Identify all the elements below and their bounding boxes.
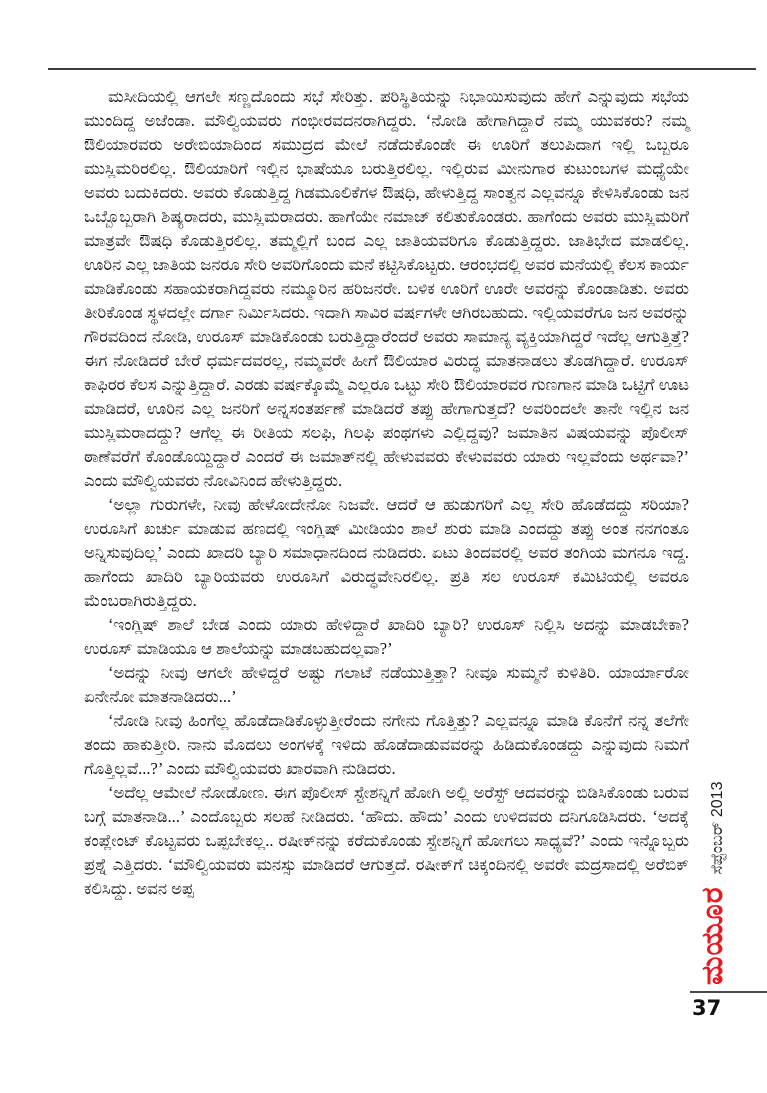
paragraph: ‘ಇಂಗ್ಲಿಷ್ ಶಾಲೆ ಬೇಡ ಎಂದು ಯಾರು ಹೇಳಿದ್ದಾರೆ ಖಾದಿರಿ ಬ್ಯಾರಿ? ಉರೂಸ್ ನಿಲ್ಲಿಸಿ ಅದನ್ನು ಮಾಡಬೇಕಾ? ಉರೂಸ್ ಮಾಡಿಯೂ ಆ ಶಾಲೆಯನ್ನು ಮಾಡಬಹುದಲ್ಲವಾ?’ [84,615,689,658]
paragraph: ‘ಅದೆಲ್ಲ ಆಮೇಲೆ ನೋಡೋಣ. ಈಗ ಪೊಲೀಸ್ ಸ್ಟೇಶನ್ನಿಗೆ ಹೋಗಿ ಅಲ್ಲಿ ಅರೆಸ್ಟ್ ಆದವರನ್ನು ಬಿಡಿಸಿಕೊಂಡು ಬರುವ ಬಗ್ಗೆ ಮಾತನಾಡಿ...’ ಎಂದೊಬ್ಬರು ಸಲಹೆ ನೀಡಿದರು. ‘ಹೌದು. ಹೌದು’ ಎಂದು ಉಳಿದವರು ದನಿಗೂಡಿಸಿದರು. ‘ಅದಕ್ಕೆ ಕಂಪ್ಲೇಂಟ್ ಕೊಟ್ಟವರು ಒಪ್ಪಬೇಕಲ್ಲ.. ರಷೀಕ್‌ನನ್ನು ಕರೆದುಕೊಂಡು ಸ್ಟೇಶನ್ನಿಗೆ ಹೋಗಲು ಸಾಧ್ಯವೆ?’ ಎಂದು ಇನ್ನೊಬ್ಬರು ಪ್ರಶ್ನೆ ಎತ್ತಿದರು. ‘ಮೌಲ್ವಿಯವರು ಮನಸ್ಸು ಮಾಡಿದರೆ ಆಗುತ್ತದೆ. ರಷೀಕ್‌ಗೆ ಚಿಕ್ಕಂದಿನಲ್ಲಿ ಅವರೇ ಮದ್ರಸಾದಲ್ಲಿ ಅರೆಬಿಕ್ ಕಲಿಸಿದ್ದು. ಅವನ ಅಪ್ಪ [84,783,689,898]
page-number: 37 [692,996,722,1020]
article-body [84,85,689,901]
paragraph: ‘ನೋಡಿ ನೀವು ಹಿಂಗೆಲ್ಲ ಹೊಡೆದಾಡಿಕೊಳ್ಳುತ್ತೀರೆಂದು ನಗೇನು ಗೊತ್ತಿತ್ತು? ಎಲ್ಲವನ್ನೂ ಮಾಡಿ ಕೊನೆಗೆ ನನ್ನ ತಲೆಗೇ ತಂದು ಹಾಕುತ್ತೀರಿ. ನಾನು ಮೊದಲು ಅಂಗಳಕ್ಕೆ ಇಳಿದು ಹೊಡೆದಾಡುವವರನ್ನು ಹಿಡಿದುಕೊಂಡದ್ದು ಎನ್ನುವುದು ನಿಮಗೆ ಗೊತ್ತಿಲ್ಲವೆ...?’ ಎಂದು ಮೌಲ್ವಿಯವರು ಖಾರವಾಗಿ ನುಡಿದರು. [84,711,689,778]
spine-vertical-text [696,755,732,985]
paragraph: ಮಸೀದಿಯಲ್ಲಿ ಆಗಲೇ ಸಣ್ಣದೊಂದು ಸಭೆ ಸೇರಿತ್ತು. ಪರಿಸ್ಥಿತಿಯನ್ನು ನಿಭಾಯಿಸುವುದು ಹೇಗೆ ಎನ್ನುವುದು ಸಭೆಯ ಮುಂದಿದ್ದ ಅಜೆಂಡಾ. ಮೌಲ್ವಿಯವರು ಗಂಭೀರವದನರಾಗಿದ್ದರು. ‘ನೋಡಿ ಹೇಗಾಗಿದ್ದಾರೆ ನಮ್ಮ ಯುವಕರು? ನಮ್ಮ ಔಲಿಯಾರವರು ಅರೇಬಿಯಾದಿಂದ ಸಮುದ್ರದ ಮೇಲೆ ನಡೆದುಕೊಂಡೇ ಈ ಊರಿಗೆ ತಲುಪಿದಾಗ ಇಲ್ಲಿ ಒಬ್ಬರೂ ಮುಸ್ಲಿಮರಿರಲಿಲ್ಲ. ಔಲಿಯಾರಿಗೆ ಇಲ್ಲಿನ ಭಾಷೆಯೂ ಬರುತ್ತಿರಲಿಲ್ಲ. ಇಲ್ಲಿರುವ ಮೀನುಗಾರ ಕುಟುಂಬಗಳ ಮಧ್ಯೆಯೇ ಅವರು ಬದುಕಿದರು. ಅವರು ಕೊಡುತ್ತಿದ್ದ ಗಿಡಮೂಲಿಕೆಗಳ ಔಷಧಿ, ಹೇಳುತ್ತಿದ್ದ ಸಾಂತ್ವನ ಎಲ್ಲವನ್ನೂ ಕೇಳಿಸಿಕೊಂಡು ಜನ ಒಬ್ಬೊಬ್ಬರಾಗಿ ಶಿಷ್ಯರಾದರು, ಮುಸ್ಲಿಮರಾದರು. ಹಾಗೆಯೇ ನಮಾಜ್ ಕಲಿತುಕೊಂಡರು. ಹಾಗೆಂದು ಅವರು ಮುಸ್ಲಿಮರಿಗೆ ಮಾತ್ರವೇ ಔಷಧಿ ಕೊಡುತ್ತಿರಲಿಲ್ಲ. ತಮ್ಮಲ್ಲಿಗೆ ಬಂದ ಎಲ್ಲ ಜಾತಿಯವರಿಗೂ ಕೊಡುತ್ತಿದ್ದರು. ಜಾತಿಭೇದ ಮಾಡಲಿಲ್ಲ. ಊರಿನ ಎಲ್ಲ ಜಾತಿಯ ಜನರೂ ಸೇರಿ ಅವರಿಗೊಂದು ಮನೆ ಕಟ್ಟಿಸಿಕೊಟ್ಟರು. ಆರಂಭದಲ್ಲಿ ಅವರ ಮನೆಯಲ್ಲಿ ಕೆಲಸ ಕಾರ್ಯ ಮಾಡಿಕೊಂಡು ಸಹಾಯಕರಾಗಿದ್ದವರು ನಮ್ಮೂರಿನ ಹರಿಜನರೇ. ಬಳಿಕ ಊರಿಗೆ ಊರೇ ಅವರನ್ನು ಕೊಂಡಾಡಿತು. ಅವರು ತೀರಿಕೊಂಡ ಸ್ಥಳದಲ್ಲೇ ದರ್ಗಾ ನಿರ್ಮಿಸಿದರು. ಇದಾಗಿ ಸಾವಿರ ವರ್ಷಗಳೇ ಆಗಿರಬಹುದು. ಇಲ್ಲಿಯವರೆಗೂ ಜನ ಅವರನ್ನು ಗೌರವದಿಂದ ನೋಡಿ, ಉರೂಸ್ ಮಾಡಿಕೊಂಡು ಬರುತ್ತಿದ್ದಾರೆಂದರೆ ಅವರು ಸಾಮಾನ್ಯ ವ್ಯಕ್ತಿಯಾಗಿದ್ದರೆ ಇದೆಲ್ಲ ಆಗುತ್ತಿತ್ತೆ? ಈಗ ನೋಡಿದರೆ ಬೇರೆ ಧರ್ಮದವರಲ್ಲ, ನಮ್ಮವರೇ ಹೀಗೆ ಔಲಿಯಾರ ವಿರುದ್ಧ ಮಾತನಾಡಲು ತೊಡಗಿದ್ದಾರೆ. ಉರೂಸ್ ಕಾಫಿರರ ಕೆಲಸ ಎನ್ನುತ್ತಿದ್ದಾರೆ. ಎರಡು ವರ್ಷಕ್ಕೊಮ್ಮೆ ಎಲ್ಲರೂ ಒಟ್ಟು ಸೇರಿ ಔಲಿಯಾರವರ ಗುಣಗಾನ ಮಾಡಿ ಒಟ್ಟಿಗೆ ಊಟ ಮಾಡಿದರೆ, ಊರಿನ ಎಲ್ಲ ಜನರಿಗೆ ಅನ್ನಸಂತರ್ಪಣೆ ಮಾಡಿದರೆ ತಪ್ಪು ಹೇಗಾಗುತ್ತದೆ? ಅವರಿಂದಲೇ ತಾನೇ ಇಲ್ಲಿನ ಜನ ಮುಸ್ಲಿಮರಾದದ್ದು? ಆಗೆಲ್ಲ ಈ ರೀತಿಯ ಸಲಫಿ, ಗಿಲಫಿ ಪಂಥಗಳು ಎಲ್ಲಿದ್ದವು? ಜಮಾತಿನ ವಿಷಯವನ್ನು ಪೊಲೀಸ್ ಠಾಣೆವರೆಗೆ ಕೊಂಡೊಯ್ದಿದ್ದಾರೆ ಎಂದರೆ ಈ ಜಮಾತ್‌ನಲ್ಲಿ ಹೇಳುವವರು ಕೇಳುವವರು ಯಾರು ಇಲ್ಲವೆಂದು ಅರ್ಥವಾ?’ ಎಂದು ಮೌಲ್ವಿಯವರು ನೋವಿನಿಂದ ಹೇಳುತ್ತಿದ್ದರು. [84,87,689,490]
magazine-name: ಮಯೂರ [696,886,729,985]
paragraph: ‘ಅದನ್ನು ನೀವು ಆಗಲೇ ಹೇಳಿದ್ದರೆ ಅಷ್ಟು ಗಲಾಟೆ ನಡೆಯುತ್ತಿತ್ತಾ? ನೀವೂ ಸುಮ್ಮನೆ ಕುಳಿತಿರಿ. ಯಾರ್ಯಾರೋ ಏನೇನೋ ಮಾತನಾಡಿದರು...’ [84,663,689,706]
top-rule [48,68,756,70]
footer-rule [690,991,767,993]
issue-date: ಸೆಪ್ಟೆಂಬರ್ 2013 [709,781,726,875]
paragraph: ‘ಅಲ್ಲಾ ಗುರುಗಳೇ, ನೀವು ಹೇಳೋದೇನೋ ನಿಜವೇ. ಆದರೆ ಆ ಹುಡುಗರಿಗೆ ಎಲ್ಲ ಸೇರಿ ಹೊಡೆದದ್ದು ಸರಿಯಾ? ಉರೂಸಿಗೆ ಖರ್ಚು ಮಾಡುವ ಹಣದಲ್ಲಿ ಇಂಗ್ಲಿಷ್ ಮೀಡಿಯಂ ಶಾಲೆ ಶುರು ಮಾಡಿ ಎಂದದ್ದು ತಪ್ಪು ಅಂತ ನನಗಂತೂ ಅನ್ನಿಸುವುದಿಲ್ಲ’ ಎಂದು ಖಾದರಿ ಬ್ಯಾರಿ ಸಮಾಧಾನದಿಂದ ನುಡಿದರು. ಏಟು ತಿಂದವರಲ್ಲಿ ಅವರ ತಂಗಿಯ ಮಗನೂ ಇದ್ದ. ಹಾಗೆಂದು ಖಾದಿರಿ ಬ್ಯಾರಿಯವರು ಉರೂಸಿಗೆ ವಿರುದ್ಧವೇನಿರಲಿಲ್ಲ. ಪ್ರತಿ ಸಲ ಉರೂಸ್ ಕಮಿಟಿಯಲ್ಲಿ ಅವರೂ ಮೆಂಬರಾಗಿರುತ್ತಿದ್ದರು. [84,495,689,610]
